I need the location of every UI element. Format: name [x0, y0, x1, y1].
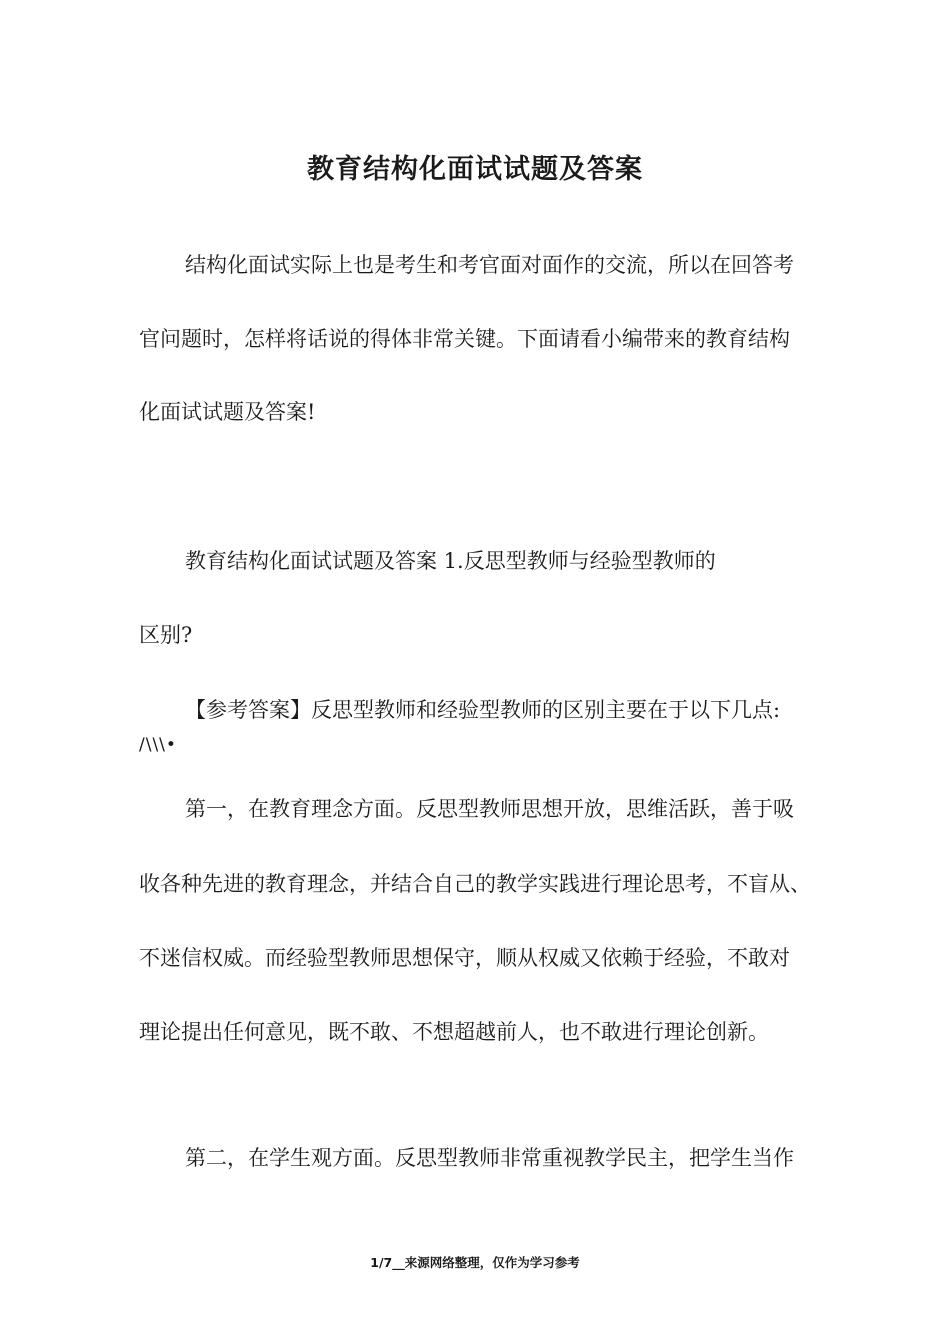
point1-line-3: 不迷信权威。而经验型教师思想保守，顺从权威又依赖于经验，不敢对: [139, 946, 790, 970]
question-line-2: 区别?: [139, 623, 193, 647]
question-line-1: 教育结构化面试试题及答案 1.反思型教师与经验型教师的: [185, 549, 716, 573]
page-footer: 1/7__来源网络整理，仅作为学习参考: [370, 1255, 580, 1270]
point2-line-1: 第二，在学生观方面。反思型教师非常重视教学民主，把学生当作: [185, 1146, 794, 1170]
intro-line-2: 官问题时，怎样将话说的得体非常关键。下面请看小编带来的教育结构: [139, 327, 790, 351]
answer-mark: /\\\•: [139, 735, 177, 755]
point1-line-1: 第一，在教育理念方面。反思型教师思想开放，思维活跃，善于吸: [185, 797, 794, 821]
document-title: 教育结构化面试试题及答案: [307, 154, 643, 185]
point1-line-2: 收各种先进的教育理念，并结合自己的教学实践进行理论思考，不盲从、: [139, 872, 811, 896]
point1-line-4: 理论提出任何意见，既不敢、不想超越前人，也不敢进行理论创新。: [139, 1020, 769, 1044]
intro-line-3: 化面试试题及答案!: [139, 400, 316, 424]
intro-line-1: 结构化面试实际上也是考生和考官面对面作的交流，所以在回答考: [185, 253, 794, 277]
answer-intro: 【参考答案】反思型教师和经验型教师的区别主要在于以下几点:: [185, 698, 781, 722]
